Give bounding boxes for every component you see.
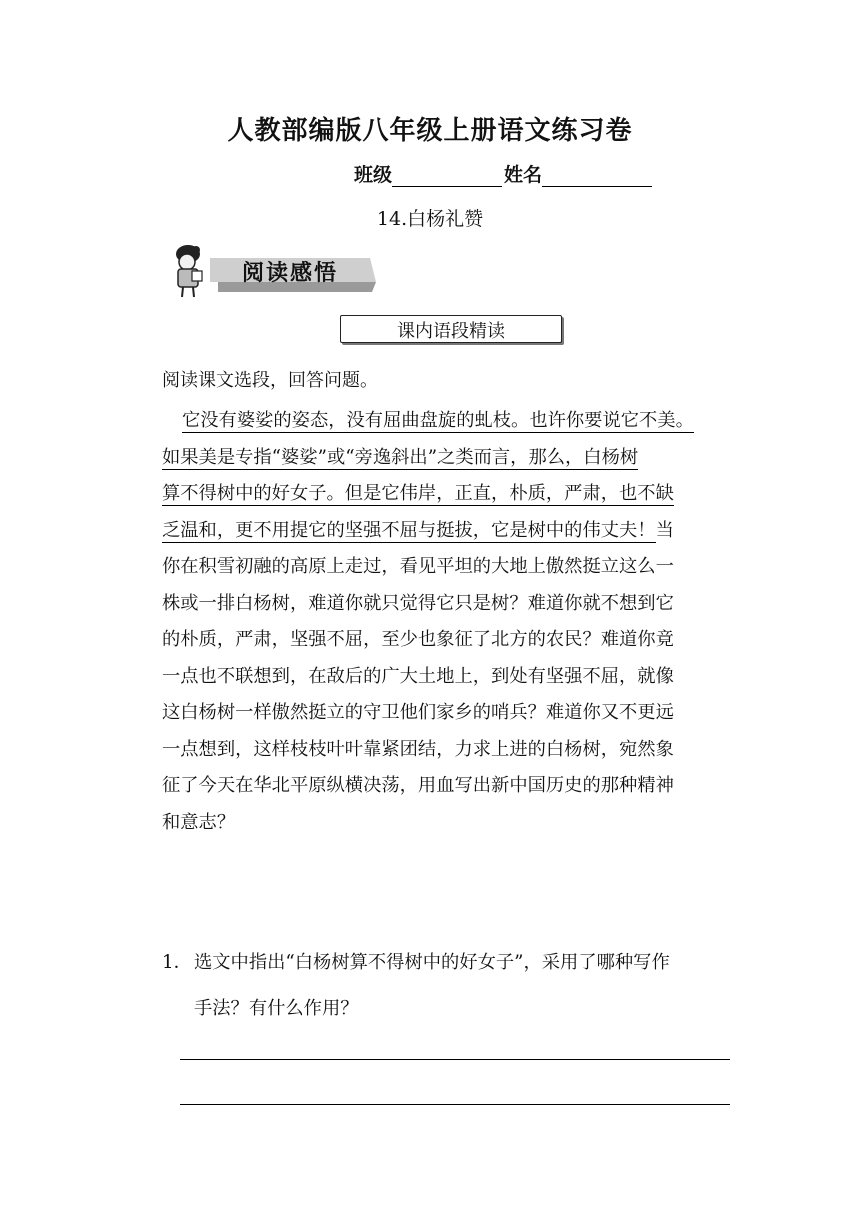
- lesson-title: 14.白杨礼赞: [376, 208, 484, 230]
- passage-line: 一点也不联想到，在敌后的广大土地上，到处有坚强不屈，就像: [162, 665, 674, 687]
- subheading-text: 课内语段精读: [397, 321, 505, 342]
- answer-line[interactable]: [180, 1104, 730, 1105]
- passage-line: 的朴质，严肃，坚强不屈，至少也象征了北方的农民？难道你竟: [162, 629, 674, 650]
- class-name-line: [354, 160, 654, 187]
- passage-line: 和意志？: [162, 811, 236, 833]
- passage-line: 一点想到，这样枝枝叶叶靠紧团结，力求上进的白杨树，宛然象: [162, 738, 674, 760]
- passage-line: 征了今天在华北平原纵横决荡，用血写出新中国历史的那种精神: [162, 775, 674, 796]
- question-number: 1．: [162, 952, 192, 973]
- question-1: [162, 940, 742, 1032]
- passage: [162, 403, 734, 841]
- passage-line: 它没有婆娑的姿态，没有屈曲盘旋的虬枝。也许你要说它不美。: [182, 410, 694, 431]
- banner-text: 阅读感悟: [242, 261, 339, 286]
- class-label: 班级: [354, 164, 393, 186]
- question-line: 手法？有什么作用？: [194, 998, 359, 1019]
- answer-line[interactable]: [180, 1059, 730, 1060]
- passage-line: 这白杨树一样傲然挺立的守卫他们家乡的哨兵？难道你又不更远: [162, 702, 674, 723]
- class-blank-field[interactable]: [392, 164, 502, 187]
- passage-line: 乏温和，更不用提它的坚强不屈与挺拔，它是树中的伟丈夫！当: [162, 519, 674, 541]
- passage-line: 算不得树中的好女子。但是它伟岸，正直，朴质，严肃，也不缺: [162, 483, 674, 504]
- question-line: 1． 选文中指出“白杨树算不得树中的好女子”，采用了哪种写作: [162, 940, 742, 986]
- passage-line: 如果美是专指“婆娑”或“旁逸斜出”之类而言，那么，白杨树: [162, 446, 639, 468]
- passage-line: 株或一排白杨树，难道你就只觉得它只是树？难道你就不想到它: [162, 592, 674, 614]
- instruction-text: 阅读课文选段，回答问题。: [162, 370, 378, 391]
- reading-banner: [166, 242, 378, 300]
- name-blank-field[interactable]: [542, 164, 652, 187]
- name-label: 姓名: [504, 164, 543, 186]
- passage-line: 你在积雪初融的高原上走过，看见平坦的大地上傲然挺立这么一: [162, 556, 674, 577]
- page-title: 人教部编版八年级上册语文练习卷: [227, 116, 633, 146]
- subheading-box: [340, 315, 562, 343]
